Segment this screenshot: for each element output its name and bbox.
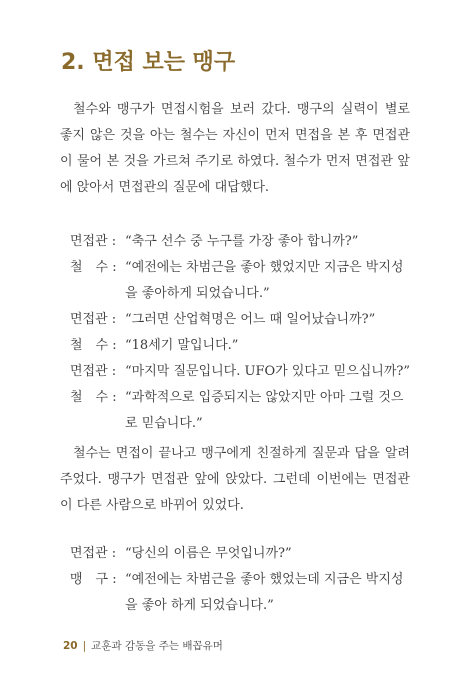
dialogue-line xyxy=(70,359,415,385)
section-title: 2. 면접 보는 맹구 xyxy=(61,50,236,75)
page-number: 20 xyxy=(63,640,78,652)
dialogue-text: “예전에는 차범근을 좋아 했었는데 지금은 박지성을 좋아 하게 되었습니다.” xyxy=(125,572,404,613)
dialogue-text: “18세기 말입니다.” xyxy=(125,338,239,353)
page-footer xyxy=(63,638,223,653)
dialogue-text: “예전에는 차범근을 좋아 했었지만 지금은 박지성을 좋아하게 되었습니다.” xyxy=(125,260,404,301)
paragraph-middle xyxy=(60,441,410,519)
dialogue-text: “축구 선수 중 누구를 가장 좋아 합니까?” xyxy=(125,234,359,249)
speaker-label: 면접관 : xyxy=(70,364,117,379)
dialogue-line xyxy=(70,255,415,307)
speaker-label: 철 수 : xyxy=(70,260,117,275)
dialogue-line xyxy=(70,333,415,359)
paragraph-intro-text: 철수와 맹구가 면접시험을 보러 갔다. 맹구의 실력이 별로 좋지 않은 것을 아는 철수는 자신이 먼저 면접을 본 후 면접관이 물어 본 것을 가르쳐 주기로 하였다. 철수가 먼저 면접관 앞에 앉아서 면접관의 질문에 대답했다. xyxy=(60,102,410,195)
book-title: 교훈과 감동을 주는 배꼽유머 xyxy=(91,640,223,652)
dialogue-text: “그러면 산업혁명은 어느 때 일어났습니까?” xyxy=(125,312,376,327)
paragraph-intro xyxy=(60,97,410,201)
dialogue-line xyxy=(70,385,415,437)
speaker-label: 면접관 : xyxy=(70,546,117,561)
dialogue-line xyxy=(70,567,415,619)
paragraph-middle-text: 철수는 면접이 끝나고 맹구에게 친절하게 질문과 답을 알려 주었다. 맹구가 면접관 앞에 앉았다. 그런데 이번에는 면접관이 다른 사람으로 바뀌어 있었다. xyxy=(60,446,410,513)
speaker-label: 면접관 : xyxy=(70,234,117,249)
speaker-label: 철 수 : xyxy=(70,390,117,405)
dialogue-block-1 xyxy=(70,229,415,437)
speaker-label: 철 수 : xyxy=(70,338,117,353)
speaker-label: 맹 구 : xyxy=(70,572,117,587)
dialogue-text: “마지막 질문입니다. UFO가 있다고 믿으십니까?” xyxy=(125,364,411,379)
speaker-label: 면접관 : xyxy=(70,312,117,327)
dialogue-line xyxy=(70,229,415,255)
dialogue-line xyxy=(70,541,415,567)
dialogue-line xyxy=(70,307,415,333)
dialogue-block-2 xyxy=(70,541,415,619)
footer-separator: | xyxy=(82,640,87,652)
dialogue-text: “당신의 이름은 무엇입니까?” xyxy=(125,546,292,561)
dialogue-text: “과학적으로 입증되지는 않았지만 아마 그럴 것으로 믿습니다.” xyxy=(125,390,404,431)
